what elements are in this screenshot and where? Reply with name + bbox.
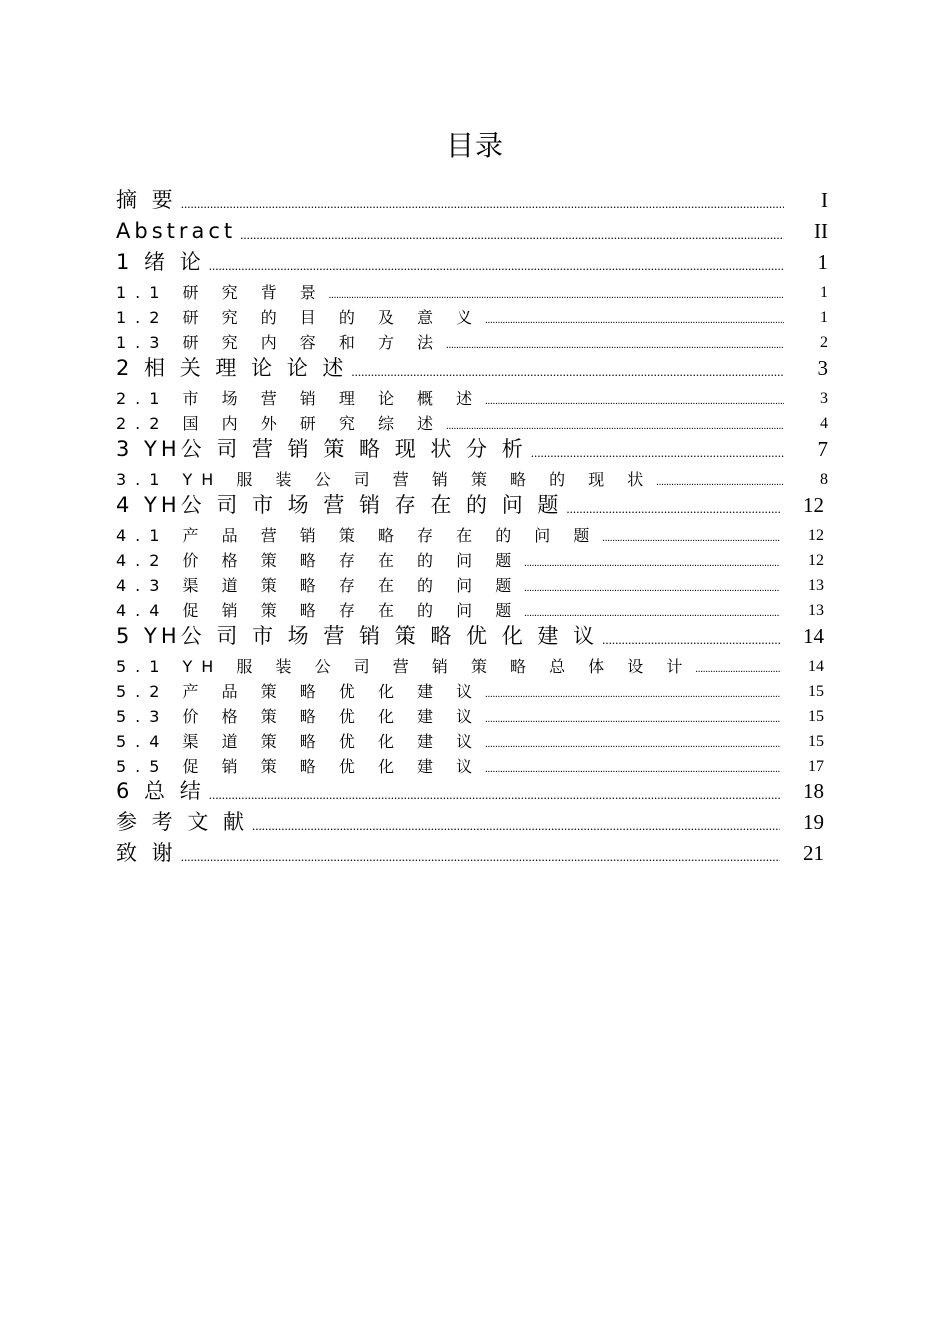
toc-dot-leader bbox=[446, 419, 784, 435]
toc-entry-chapter[interactable] bbox=[116, 217, 828, 245]
toc-dot-leader bbox=[566, 499, 780, 519]
toc-dot-leader bbox=[531, 443, 784, 463]
toc-entry-label: 5.1 YH 服 装 公 司 营 销 策 略 总 体 设 计 bbox=[116, 657, 692, 676]
toc-dot-leader bbox=[485, 737, 780, 753]
toc-entry-label: 5 YH公 司 市 场 营 销 策 略 优 化 建 议 bbox=[116, 624, 599, 648]
toc-dot-leader bbox=[695, 662, 780, 678]
toc-entry-chapter[interactable] bbox=[116, 435, 828, 463]
toc-entry-label: 3.1 YH 服 装 公 司 营 销 策 略 的 现 状 bbox=[116, 470, 653, 489]
toc-entry-section[interactable] bbox=[116, 332, 828, 354]
toc-page-number: 12 bbox=[808, 552, 824, 569]
toc-entry-label: 5.3 价 格 策 略 优 化 建 议 bbox=[116, 707, 482, 726]
toc-dot-leader bbox=[602, 531, 780, 547]
toc-entry-label: 摘 要 bbox=[116, 188, 177, 212]
toc-dot-leader bbox=[252, 816, 780, 836]
toc-entry-label: 5.5 促 销 策 略 优 化 建 议 bbox=[116, 757, 482, 776]
toc-page-number: 17 bbox=[808, 758, 824, 775]
toc-dot-leader bbox=[181, 194, 784, 214]
toc-dot-leader bbox=[602, 630, 780, 650]
toc-page-number: 1 bbox=[820, 284, 828, 301]
toc-dot-leader bbox=[209, 785, 780, 805]
toc-page-number: I bbox=[821, 188, 828, 212]
toc-dot-leader bbox=[524, 556, 780, 572]
toc-entry-label: 1 绪 论 bbox=[116, 250, 205, 274]
toc-dot-leader bbox=[524, 606, 780, 622]
toc-entry-label: 参 考 文 献 bbox=[116, 810, 249, 834]
toc-page-number: 4 bbox=[820, 415, 828, 432]
toc-entry-label: Abstract bbox=[116, 219, 237, 243]
toc-entry-chapter[interactable] bbox=[116, 354, 828, 382]
toc-page-number: 18 bbox=[803, 779, 824, 803]
toc-entry-section[interactable] bbox=[116, 706, 824, 728]
toc-entry-chapter[interactable] bbox=[116, 186, 828, 214]
toc-page-number: 8 bbox=[820, 471, 828, 488]
toc-entry-label: 1.1 研 究 背 景 bbox=[116, 283, 325, 302]
toc-page-number: 14 bbox=[803, 624, 824, 648]
toc-page-number: 21 bbox=[803, 841, 824, 865]
toc-page-number: 15 bbox=[808, 733, 824, 750]
toc-entry-label: 1.3 研 究 内 容 和 方 法 bbox=[116, 333, 443, 352]
toc-page-number: 15 bbox=[808, 683, 824, 700]
toc-dot-leader bbox=[485, 712, 780, 728]
toc-entry-section[interactable] bbox=[116, 575, 824, 597]
toc-entry-chapter[interactable] bbox=[116, 839, 824, 867]
toc-page-number: 13 bbox=[808, 602, 824, 619]
toc-page-number: 12 bbox=[808, 527, 824, 544]
toc-entry-label: 4.2 价 格 策 略 存 在 的 问 题 bbox=[116, 551, 521, 570]
toc-entry-section[interactable] bbox=[116, 469, 828, 491]
toc-dot-leader bbox=[181, 847, 780, 867]
toc-entry-chapter[interactable] bbox=[116, 622, 824, 650]
toc-entry-label: 6 总 结 bbox=[116, 779, 205, 803]
toc-page-number: 3 bbox=[820, 390, 828, 407]
toc-page-number: 3 bbox=[817, 356, 828, 380]
toc-entry-section[interactable] bbox=[116, 282, 828, 304]
toc-dot-leader bbox=[485, 394, 784, 410]
toc-dot-leader bbox=[209, 256, 784, 276]
toc-entry-chapter[interactable] bbox=[116, 808, 824, 836]
toc-entry-section[interactable] bbox=[116, 388, 828, 410]
toc-dot-leader bbox=[524, 581, 780, 597]
toc-entry-label: 2 相 关 理 论 论 述 bbox=[116, 356, 348, 380]
toc-page-number: 12 bbox=[803, 493, 824, 517]
toc-dot-leader bbox=[656, 475, 784, 491]
toc-entry-label: 5.2 产 品 策 略 优 化 建 议 bbox=[116, 682, 482, 701]
toc-dot-leader bbox=[329, 288, 784, 304]
toc-page-number: 1 bbox=[817, 250, 828, 274]
toc-entry-section[interactable] bbox=[116, 731, 824, 753]
toc-entry-section[interactable] bbox=[116, 600, 824, 622]
toc-entry-section[interactable] bbox=[116, 756, 824, 778]
toc-entry-label: 4.3 渠 道 策 略 存 在 的 问 题 bbox=[116, 576, 521, 595]
toc-page-number: 15 bbox=[808, 708, 824, 725]
toc-entry-chapter[interactable] bbox=[116, 777, 824, 805]
toc-page-number: 7 bbox=[817, 437, 828, 461]
toc-page-number: 14 bbox=[808, 658, 824, 675]
toc-entry-label: 2.1 市 场 营 销 理 论 概 述 bbox=[116, 389, 482, 408]
toc-entry-section[interactable] bbox=[116, 550, 824, 572]
toc-entry-chapter[interactable] bbox=[116, 491, 824, 519]
toc-page-number: II bbox=[814, 219, 828, 243]
toc-entry-label: 2.2 国 内 外 研 究 综 述 bbox=[116, 414, 443, 433]
toc-dot-leader bbox=[446, 338, 784, 354]
toc-dot-leader bbox=[240, 225, 784, 245]
toc-dot-leader bbox=[485, 762, 780, 778]
toc-entry-section[interactable] bbox=[116, 681, 824, 703]
toc-dot-leader bbox=[485, 687, 780, 703]
toc-entry-section[interactable] bbox=[116, 525, 824, 547]
toc-page-number: 1 bbox=[820, 309, 828, 326]
toc-page-number: 2 bbox=[820, 334, 828, 351]
toc-entry-chapter[interactable] bbox=[116, 248, 828, 276]
toc-entry-label: 4.1 产 品 营 销 策 略 存 在 的 问 题 bbox=[116, 526, 599, 545]
toc-entry-section[interactable] bbox=[116, 656, 824, 678]
toc-entry-label: 4.4 促 销 策 略 存 在 的 问 题 bbox=[116, 601, 521, 620]
toc-entry-section[interactable] bbox=[116, 307, 828, 329]
toc-entry-section[interactable] bbox=[116, 413, 828, 435]
toc-dot-leader bbox=[485, 313, 784, 329]
toc-entry-label: 致 谢 bbox=[116, 841, 177, 865]
toc-title: 目录 bbox=[445, 129, 504, 162]
toc-dot-leader bbox=[351, 362, 784, 382]
toc-entry-label: 4 YH公 司 市 场 营 销 存 在 的 问 题 bbox=[116, 493, 563, 517]
toc-entry-label: 5.4 渠 道 策 略 优 化 建 议 bbox=[116, 732, 482, 751]
toc-entry-label: 1.2 研 究 的 目 的 及 意 义 bbox=[116, 308, 482, 327]
toc-entry-label: 3 YH公 司 营 销 策 略 现 状 分 析 bbox=[116, 437, 527, 461]
toc-page-number: 19 bbox=[803, 810, 824, 834]
toc-page-number: 13 bbox=[808, 577, 824, 594]
